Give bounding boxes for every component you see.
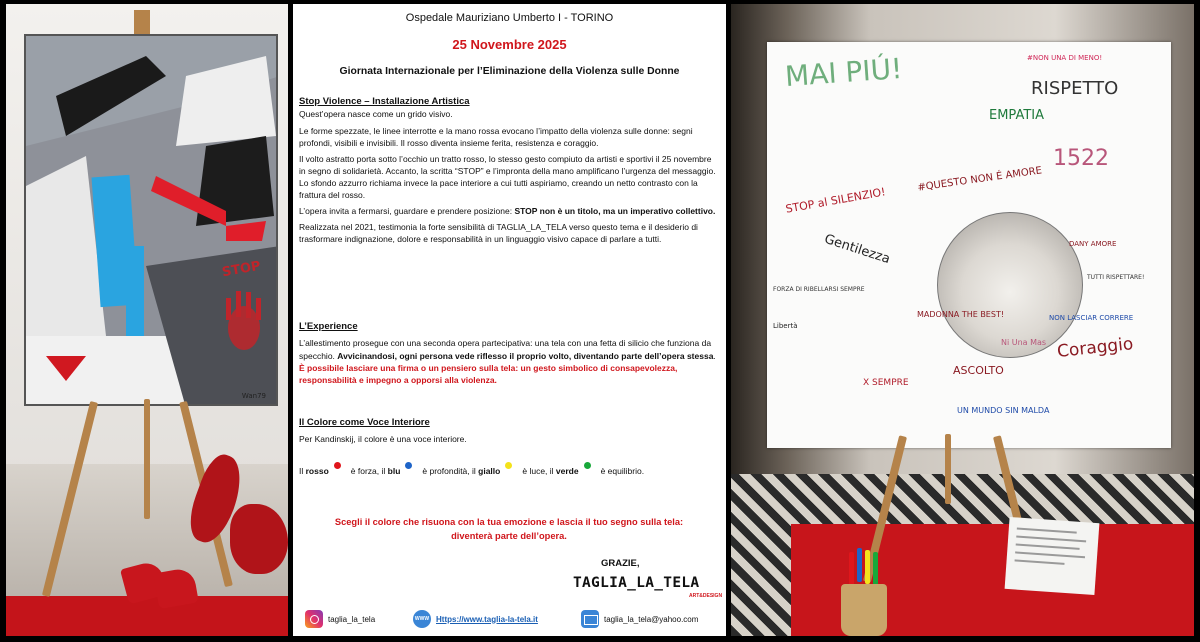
text-red: È possibile lasciare una firma o un pensiero sulla tela: un gesto simbolico di consapevolezza, responsabilità e impegno a opporsi alla violenza.	[299, 362, 678, 385]
writing-madonna: MADONNA THE BEST!	[917, 310, 1005, 319]
paragraph: Quest’opera nasce come un grido visivo.	[299, 109, 453, 120]
marker-pen	[857, 548, 862, 582]
event-date: 25 Novembre 2025	[452, 37, 567, 52]
text: Il	[299, 465, 306, 476]
signature-canvas	[767, 42, 1171, 448]
silicon-mirror	[937, 212, 1083, 358]
text: è equilibrio.	[600, 465, 645, 476]
paper-line	[1015, 559, 1065, 564]
brand-logo: TAGLIA_LA_TELA	[573, 575, 700, 591]
writing-non-una: #NON UNA DI MENO!	[1027, 54, 1103, 62]
writing-ascolto: ASCOLTO	[953, 364, 1004, 377]
writing-liberta: Libertà	[773, 322, 798, 330]
red-carpet	[6, 596, 288, 636]
writing-non-lasciar-correre: NON LASCIAR CORRERE	[1049, 314, 1134, 322]
painting-signature: Wan79	[241, 392, 266, 400]
cta-line: diventerà parte dell’opera.	[451, 530, 567, 541]
brand-logo-subtitle: ART&DESIGN	[689, 593, 723, 599]
writing-empatia: EMPATIA	[989, 108, 1044, 123]
writing-stop-silenzio: STOP al SILENZIO!	[784, 185, 887, 216]
writing-dany-amore: DANY AMORE	[1069, 240, 1117, 248]
thanks-text: GRAZIE,	[601, 558, 640, 569]
contact-instagram[interactable]	[305, 610, 375, 628]
color-word-green: verde	[555, 465, 579, 476]
section-colore	[299, 416, 719, 477]
paper-line	[1017, 527, 1077, 533]
text: è luce, il	[522, 465, 556, 476]
paper-line	[1015, 551, 1085, 558]
section-stop-violence	[299, 95, 719, 245]
painting-artwork	[26, 36, 278, 406]
section-heading: Il Colore come Voce Interiore	[299, 417, 430, 428]
instagram-icon	[305, 610, 323, 628]
website-link[interactable]: Https://www.taglia-la-tela.it	[436, 614, 538, 624]
paper-line	[1016, 543, 1080, 549]
mail-icon	[581, 610, 599, 628]
left-photo-painting	[6, 4, 288, 636]
color-word-red: rosso	[305, 465, 329, 476]
paper-line	[1016, 535, 1086, 542]
paragraph	[299, 337, 719, 385]
section-experience	[299, 320, 719, 386]
writing-coraggio: Coraggio	[1056, 334, 1135, 362]
paragraph	[299, 205, 719, 217]
text: è forza, il	[350, 465, 388, 476]
stop-violence-painting	[24, 34, 278, 406]
section-heading: L’Experience	[299, 321, 358, 332]
writing-1522: 1522	[1053, 146, 1109, 171]
event-flyer	[293, 4, 726, 636]
text: .	[713, 350, 716, 361]
writing-questo-non-e-amore: #QUESTO NON É AMORE	[916, 165, 1043, 194]
call-to-action	[299, 516, 719, 544]
event-title: Giornata Internazionale per l’Eliminazione della Violenza sulle Donne	[339, 66, 680, 77]
writing-rispetto: RISPETTO	[1031, 78, 1119, 99]
color-legend	[299, 462, 719, 477]
writing-ni-una-mas: Ni Una Mas	[1001, 338, 1047, 347]
hospital-name: Ospedale Mauriziano Umberto I - TORINO	[405, 12, 614, 24]
red-dot-icon	[334, 462, 341, 469]
text-bold: Avvicinandosi, ogni persona vede riflesso il proprio volto, diventando parte dell’opera stessa	[337, 350, 714, 361]
instagram-handle[interactable]: taglia_la_tela	[328, 614, 376, 624]
paragraph: Per Kandinskij, il colore è una voce interiore.	[299, 434, 467, 445]
writing-mai-piu: MAI PIÚ!	[783, 51, 904, 94]
pen-basket	[841, 584, 887, 636]
blue-dot-icon	[405, 462, 412, 469]
info-sheet	[1005, 517, 1100, 595]
paragraph: Il volto astratto porta sotto l’occhio un tratto rosso, lo stesso gesto compiuto da artisti e sportivi il 25 novembre in segno di solidarietà. Accanto, la scritta “STOP” e l’impronta della mano amplificano l’urgenza del messaggio. Lo sfondo azzurro richiama invece la pace interiore a cui tutti aspiriamo, creando un netto contrasto con la frattura del rosso.	[299, 153, 716, 200]
cta-line: Scegli il colore che risuona con la tua emozione e lascia il tuo segno sulla tela:	[334, 517, 684, 527]
writing-un-mundo: UN MUNDO SIN MALDA	[957, 406, 1050, 415]
contact-email[interactable]	[581, 610, 698, 628]
easel-leg-back	[945, 434, 951, 504]
marker-pen	[849, 552, 854, 586]
green-dot-icon	[584, 462, 591, 469]
email-address[interactable]: taglia_la_tela@yahoo.com	[604, 614, 699, 624]
globe-icon: WWW	[413, 610, 431, 628]
marker-pen	[873, 552, 878, 586]
text: è profondità, il	[422, 465, 479, 476]
color-word-yellow: giallo	[478, 465, 501, 476]
painting-stop-text: STOP	[220, 258, 262, 281]
marker-pen	[865, 550, 870, 584]
yellow-dot-icon	[505, 462, 512, 469]
writing-forza: FORZA DI RIBELLARSI SEMPRE	[773, 286, 865, 293]
easel-leg-back	[144, 399, 150, 519]
paragraph: Realizzata nel 2021, testimonia la forte sensibilità di TAGLIA_LA_TELA verso questo tema e il desiderio di trasformare indignazione, dolore e responsabilità in un linguaggio visivo capace di parlare a tutti.	[299, 221, 698, 245]
writing-x-sempre: X SEMPRE	[863, 378, 909, 388]
color-word-blue: blu	[387, 465, 401, 476]
writing-gentilezza: Gentilezza	[822, 231, 892, 268]
paragraph: Le forme spezzate, le linee interrotte e la mano rossa evocano l’impatto della violenza sulle donne: segni profondi, visibili e invisibili. Il rosso diventa insieme ferita, resistenza e coraggio.	[299, 125, 693, 148]
text: L’opera invita a fermarsi, guardare e prendere posizione:	[299, 205, 515, 216]
right-photo-mirror-canvas	[731, 4, 1194, 636]
contact-website[interactable]	[413, 610, 538, 628]
text-bold: STOP non è un titolo, ma un imperativo collettivo.	[514, 205, 716, 216]
writing-tutti-rispettare: TUTTI RISPETTARE!	[1087, 274, 1145, 281]
section-heading: Stop Violence – Installazione Artistica	[299, 96, 470, 107]
text: L’allestimento prosegue con una seconda opera partecipativa: una tela con una fetta di silicio che funziona da specchio.	[299, 338, 712, 361]
